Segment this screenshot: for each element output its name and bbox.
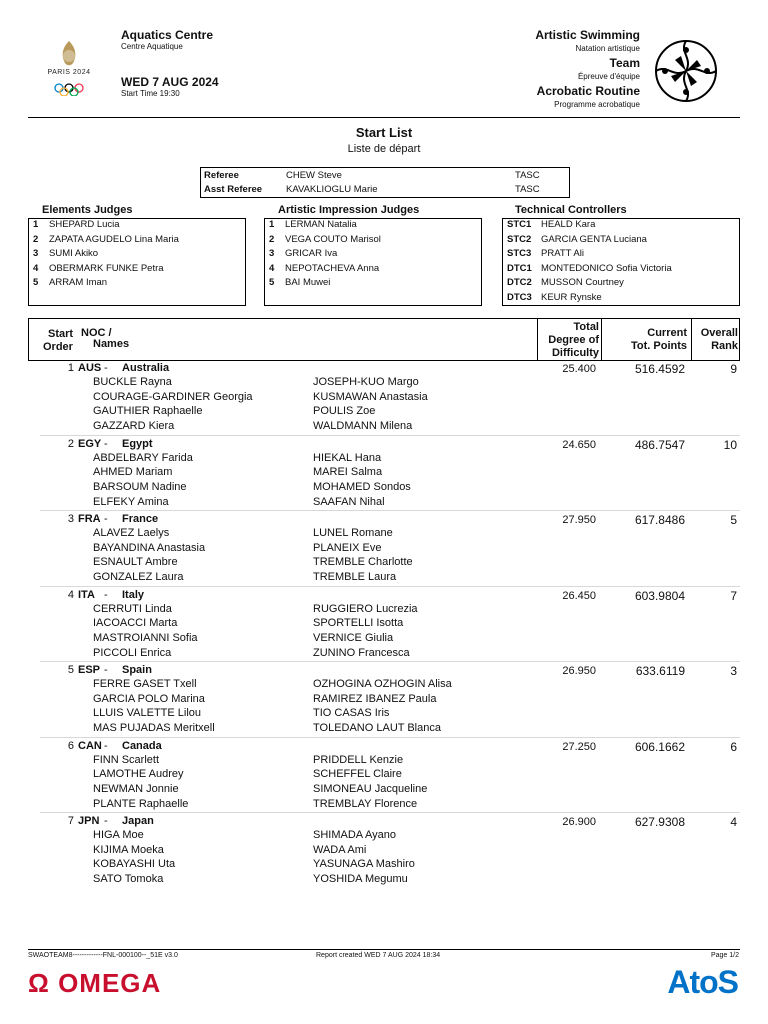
judge-row	[265, 277, 481, 292]
athlete-name: POULIS Zoe	[313, 405, 376, 418]
judge-position: 1	[269, 219, 275, 230]
team-overall-rank: 4	[730, 815, 737, 829]
header-divider	[28, 117, 740, 118]
controller-position: STC3	[507, 248, 532, 259]
judge-position: 1	[33, 219, 39, 230]
athlete-name: TREMBLE Laura	[313, 571, 397, 584]
controller-row	[503, 292, 739, 307]
judge-name: OBERMARK FUNKE Petra	[49, 262, 164, 274]
team-noc: CAN	[78, 739, 102, 752]
athlete-name: BUCKLE Rayna	[93, 376, 172, 388]
col-noc: NOC /	[81, 327, 112, 339]
team-degree-of-difficulty: 27.950	[562, 514, 596, 526]
judge-name: LERMAN Natalia	[285, 219, 357, 230]
athlete-name: LLUIS VALETTE Lilou	[93, 707, 202, 720]
team-country: France	[122, 513, 159, 525]
team-degree-of-difficulty: 26.450	[562, 589, 596, 602]
sport-name: Artistic Swimming	[535, 28, 640, 42]
athlete-name: PRIDDELL Kenzie	[313, 753, 404, 766]
team-noc: AUS	[78, 362, 102, 374]
athlete-name: HIEKAL Hana	[313, 451, 382, 464]
event-date: WED 7 AUG 2024	[121, 75, 219, 89]
col-start: Start	[48, 328, 74, 340]
report-created: Report created WED 7 AUG 2024 18:34	[316, 952, 441, 959]
team-degree-of-difficulty: 26.900	[562, 816, 596, 828]
athlete-name: OZHOGINA OZHOGIN Alisa	[313, 678, 452, 690]
team-divider	[40, 435, 740, 436]
athlete-name: TOLEDANO LAUT Blanca	[313, 722, 441, 735]
athlete-name: YASUNAGA Mashiro	[313, 858, 415, 871]
controller-name: HEALD Kara	[541, 219, 596, 230]
athlete-name: TREMBLAY Florence	[313, 797, 418, 810]
referee-noc: TASC	[515, 184, 540, 195]
team-noc: EGY	[78, 437, 102, 450]
athlete-name: KOBAYASHI Uta	[93, 858, 176, 871]
sport-name-fr: Natation artistique	[575, 44, 640, 53]
athlete-name: TREMBLE Charlotte	[313, 556, 413, 569]
team-overall-rank: 10	[723, 437, 737, 452]
team-row	[0, 438, 768, 452]
judge-position: 2	[33, 233, 39, 245]
athlete-name: WALDMANN Milena	[313, 420, 413, 433]
team-noc: JPN	[78, 815, 100, 827]
referee-row	[201, 184, 569, 198]
team-country: Italy	[122, 588, 145, 601]
athlete-name: KUSMAWAN Anastasia	[313, 390, 428, 403]
team-start-order: 1	[67, 362, 74, 374]
column-divider	[691, 319, 692, 360]
controller-name: KEUR Rynske	[541, 291, 602, 303]
athlete-name: PLANTE Raphaelle	[93, 797, 189, 810]
controller-position: DTC3	[507, 291, 532, 303]
referee-box	[200, 167, 570, 198]
elements-judges-title: Elements Judges	[42, 204, 133, 216]
phase-name: Acrobatic Routine	[536, 84, 640, 98]
page-number: Page 1/2	[710, 952, 739, 959]
athlete-name: MASTROIANNI Sofia	[93, 631, 198, 644]
judge-name: NEPOTACHEVA Anna	[285, 262, 380, 274]
team-current-points: 617.8486	[634, 513, 685, 527]
athlete-name: RUGGIERO Lucrezia	[313, 602, 418, 615]
col-dd-3: Difficulty	[551, 347, 599, 359]
athlete-name: KIJIMA Moeka	[93, 843, 164, 856]
athlete-name: YOSHIDA Megumu	[313, 873, 408, 886]
athlete-name: ELFEKY Amina	[93, 495, 169, 508]
judge-name: ARRAM Iman	[49, 277, 108, 288]
judge-position: 3	[269, 248, 275, 259]
team-start-order: 7	[67, 815, 74, 827]
team-degree-of-difficulty: 27.250	[562, 740, 596, 753]
team-separator: -	[104, 739, 108, 752]
judge-row	[265, 248, 481, 263]
referee-role: Asst Referee	[204, 184, 263, 195]
athlete-name: NEWMAN Jonnie	[93, 782, 179, 795]
omega-logo: Ω OMEGA	[28, 968, 162, 998]
team-current-points: 603.9804	[634, 588, 685, 603]
controller-row	[503, 263, 739, 278]
athlete-name: RAMIREZ IBANEZ Paula	[313, 692, 437, 705]
team-overall-rank: 9	[730, 362, 737, 376]
judge-row	[29, 219, 245, 234]
event-name-fr: Épreuve d'équipe	[577, 72, 640, 81]
artistic-judges-title: Artistic Impression Judges	[278, 204, 420, 216]
athlete-name: SIMONEAU Jacqueline	[313, 782, 428, 795]
team-row	[0, 664, 768, 678]
team-degree-of-difficulty: 25.400	[562, 363, 596, 375]
controller-row	[503, 277, 739, 292]
team-overall-rank: 7	[730, 588, 737, 603]
team-separator: -	[104, 437, 108, 450]
athlete-name: ALAVEZ Laelys	[93, 527, 170, 539]
athlete-name: SPORTELLI Isotta	[313, 617, 404, 630]
team-row	[0, 815, 768, 829]
artistic-swimming-pictogram-icon	[653, 38, 719, 104]
athlete-name: GAZZARD Kiera	[93, 420, 175, 433]
judge-row	[265, 234, 481, 249]
judge-position: 5	[33, 277, 39, 288]
team-country: Japan	[122, 815, 154, 827]
team-current-points: 606.1662	[634, 739, 685, 754]
col-dd-1: Total	[573, 321, 599, 333]
column-divider	[537, 319, 538, 360]
team-divider	[40, 510, 740, 511]
team-divider	[40, 812, 740, 813]
event-name: Team	[609, 56, 640, 70]
artistic-judges-box	[264, 218, 482, 306]
referee-role: Referee	[204, 170, 239, 181]
athlete-name: IACOACCI Marta	[93, 617, 178, 630]
team-separator: -	[104, 815, 108, 827]
team-divider	[40, 737, 740, 738]
page-title: Start List	[355, 125, 413, 140]
team-noc: ITA	[78, 588, 95, 601]
team-row	[0, 589, 768, 603]
team-start-order: 4	[67, 588, 74, 601]
athlete-name: LAMOTHE Audrey	[93, 768, 184, 781]
athlete-name: ABDELBARY Farida	[93, 451, 193, 464]
judge-row	[29, 263, 245, 278]
team-row	[0, 740, 768, 754]
team-degree-of-difficulty: 26.950	[562, 665, 596, 677]
judge-row	[29, 248, 245, 263]
athlete-name: PLANEIX Eve	[313, 541, 382, 554]
col-order: Order	[43, 341, 73, 353]
athlete-name: PICCOLI Enrica	[93, 646, 172, 659]
team-start-order: 2	[67, 437, 74, 450]
col-points-2: Tot. Points	[630, 340, 687, 352]
athlete-name: HIGA Moe	[93, 829, 144, 841]
team-separator: -	[104, 588, 108, 601]
atos-logo: AtoS	[667, 964, 738, 1000]
athlete-name: CERRUTI Linda	[93, 602, 172, 615]
games-wordmark: PARIS 2024	[47, 69, 91, 76]
athlete-name: MAREI Salma	[313, 466, 383, 479]
team-overall-rank: 5	[730, 513, 737, 527]
col-points-1: Current	[647, 327, 687, 339]
technical-controllers-title: Technical Controllers	[515, 204, 627, 216]
team-overall-rank: 6	[730, 739, 737, 754]
team-row	[0, 513, 768, 527]
col-names: Names	[93, 338, 130, 350]
athlete-name: AHMED Mariam	[93, 466, 173, 479]
athlete-name: FINN Scarlett	[93, 753, 160, 766]
judge-name: ZAPATA AGUDELO Lina Maria	[49, 233, 179, 245]
team-start-order: 3	[67, 513, 74, 525]
controller-position: DTC2	[507, 277, 532, 288]
team-current-points: 627.9308	[634, 815, 685, 829]
referee-name: CHEW Steve	[286, 170, 342, 181]
athlete-name: COURAGE-GARDINER Georgia	[93, 390, 253, 403]
team-overall-rank: 3	[730, 664, 737, 678]
team-noc: ESP	[78, 664, 101, 676]
judge-position: 4	[33, 262, 39, 274]
athlete-name: BARSOUM Nadine	[93, 480, 187, 493]
team-separator: -	[104, 664, 108, 676]
team-country: Canada	[122, 739, 162, 752]
team-start-order: 5	[67, 664, 74, 676]
col-rank-1: Overall	[700, 327, 738, 339]
col-dd-2: Degree of	[548, 334, 599, 346]
athlete-name: SATO Tomoka	[93, 873, 164, 886]
results-column-header	[28, 318, 740, 361]
referee-row	[201, 170, 569, 184]
judge-name: VEGA COUTO Marisol	[285, 233, 381, 245]
athlete-name: FERRE GASET Txell	[93, 678, 197, 690]
team-degree-of-difficulty: 24.650	[562, 438, 596, 451]
controller-position: STC2	[507, 233, 532, 245]
team-divider	[40, 661, 740, 662]
controller-name: MUSSON Courtney	[541, 277, 624, 288]
phase-name-fr: Programme acrobatique	[554, 100, 640, 109]
team-country: Spain	[122, 664, 152, 676]
athlete-name: SHIMADA Ayano	[313, 829, 396, 841]
athlete-name: SAAFAN Nihal	[313, 495, 385, 508]
technical-controllers-box	[502, 218, 740, 306]
team-country: Australia	[122, 362, 170, 374]
athlete-name: MAS PUJADAS Meritxell	[93, 722, 215, 735]
athlete-name: ZUNINO Francesca	[313, 646, 410, 659]
team-start-order: 6	[67, 739, 74, 752]
referee-name: KAVAKLIOGLU Marie	[286, 184, 378, 195]
athlete-name: TIO CASAS Iris	[313, 707, 390, 720]
team-row	[0, 362, 768, 376]
referee-noc: TASC	[515, 170, 540, 181]
judge-name: SUMI Akiko	[49, 248, 99, 259]
elements-judges-box	[28, 218, 246, 306]
judge-name: SHEPARD Lucia	[49, 219, 120, 230]
judge-position: 5	[269, 277, 275, 288]
team-separator: -	[104, 362, 108, 374]
team-noc: FRA	[78, 513, 101, 525]
paris-2024-logo	[40, 38, 98, 96]
athlete-name: MOHAMED Sondos	[313, 480, 411, 493]
report-code: SWAOTEAM8-------------FNL-000100--_51E v3.0	[28, 952, 178, 959]
judge-position: 4	[269, 262, 275, 274]
judge-position: 3	[33, 248, 39, 259]
team-current-points: 516.4592	[634, 362, 685, 376]
controller-position: DTC1	[507, 262, 532, 274]
athlete-name: ESNAULT Ambre	[93, 556, 178, 569]
athlete-name: WADA Ami	[313, 843, 367, 856]
judge-position: 2	[269, 233, 275, 245]
athlete-name: GAUTHIER Raphaelle	[93, 405, 203, 418]
controller-name: GARCIA GENTA Luciana	[541, 233, 647, 245]
team-country: Egypt	[122, 437, 153, 450]
athlete-name: JOSEPH-KUO Margo	[313, 376, 419, 388]
judge-row	[265, 263, 481, 278]
venue-name-fr: Centre Aquatique	[121, 42, 183, 51]
controller-name: MONTEDONICO Sofia Victoria	[541, 262, 672, 274]
footer-divider	[28, 949, 740, 950]
controller-row	[503, 219, 739, 234]
judge-row	[29, 277, 245, 292]
start-time: Start Time 19:30	[121, 89, 180, 98]
team-separator: -	[104, 513, 108, 525]
judge-row	[265, 219, 481, 234]
column-divider	[601, 319, 602, 360]
athlete-name: VERNICE Giulia	[313, 631, 394, 644]
team-current-points: 633.6119	[635, 664, 685, 678]
athlete-name: GARCIA POLO Marina	[93, 692, 205, 705]
judge-name: GRICAR Iva	[285, 248, 338, 259]
athlete-name: BAYANDINA Anastasia	[93, 541, 206, 554]
page-subtitle: Liste de départ	[347, 143, 421, 155]
athlete-name: GONZALEZ Laura	[93, 571, 184, 584]
venue-name: Aquatics Centre	[121, 28, 214, 42]
judge-name: BAI Muwei	[285, 277, 331, 288]
col-rank-2: Rank	[711, 340, 738, 352]
team-current-points: 486.7547	[634, 437, 685, 452]
judge-row	[29, 234, 245, 249]
controller-name: PRATT Ali	[541, 248, 584, 259]
controller-position: STC1	[507, 219, 532, 230]
athlete-name: SCHEFFEL Claire	[313, 768, 402, 781]
controller-row	[503, 234, 739, 249]
controller-row	[503, 248, 739, 263]
athlete-name: LUNEL Romane	[313, 527, 393, 539]
team-divider	[40, 586, 740, 587]
